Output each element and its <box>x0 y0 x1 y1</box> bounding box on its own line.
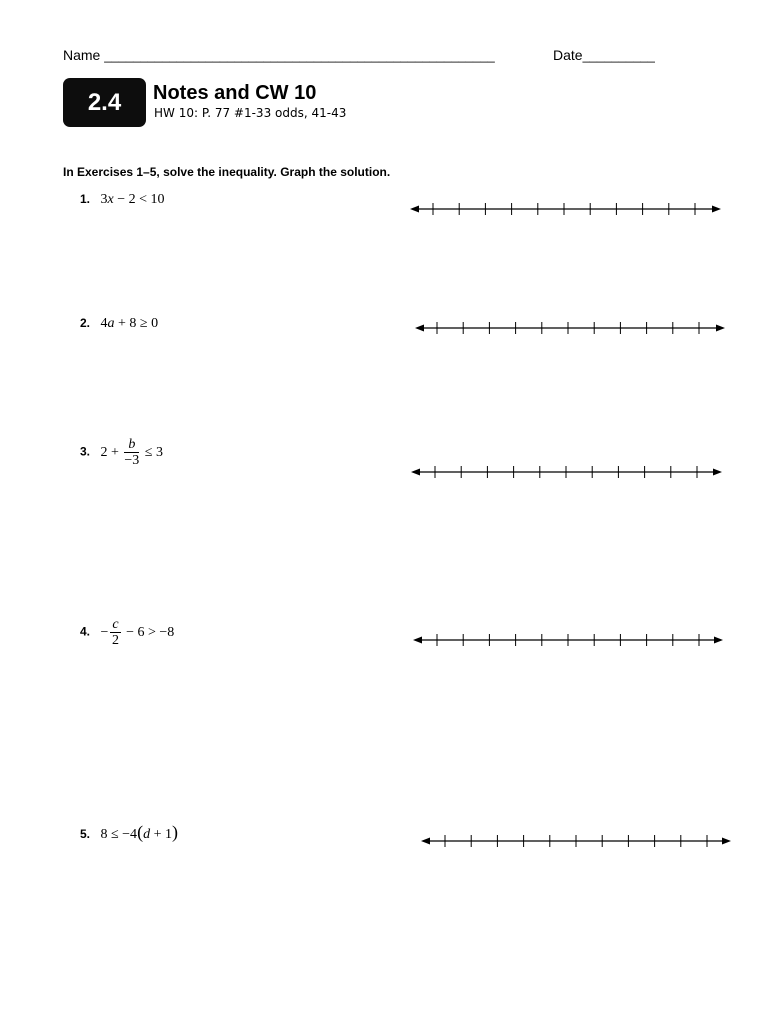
inequality: 8 ≤ −4(d + 1) <box>100 822 178 842</box>
right-arrow-icon <box>722 838 731 845</box>
coefficient: 4 <box>100 316 108 331</box>
lead-term: − <box>100 624 109 640</box>
exercise-5 <box>80 822 178 843</box>
inequality <box>100 617 175 648</box>
right-side: 3 <box>155 444 163 460</box>
left-arrow-icon <box>410 206 419 213</box>
coefficient: 3 <box>100 192 108 207</box>
inequality <box>100 437 163 468</box>
date-blank[interactable]: __________ <box>582 48 655 63</box>
name-label: Name <box>63 47 101 63</box>
right-arrow-icon <box>712 206 721 213</box>
exercise-number: 4. <box>80 624 91 639</box>
fraction <box>124 437 139 468</box>
operator: ≤ <box>144 444 153 460</box>
section-badge: 2.4 <box>63 78 146 127</box>
inequality <box>100 316 158 331</box>
variable: d <box>143 827 151 842</box>
left-arrow-icon <box>413 637 422 644</box>
name-blank[interactable]: ______________________________________________________ <box>104 48 495 63</box>
right-arrow-icon <box>714 637 723 644</box>
exercise-1 <box>80 190 164 208</box>
operator: + 1 <box>153 827 172 842</box>
exercise-number: 3. <box>80 444 91 459</box>
variable: x <box>107 192 114 207</box>
operator: − 2 < <box>117 192 147 207</box>
date-label: Date <box>553 47 583 63</box>
date-line[interactable] <box>553 47 655 63</box>
fraction <box>110 617 120 648</box>
inequality <box>100 192 164 207</box>
right-side: −8 <box>159 624 175 640</box>
right-side: 10 <box>150 192 165 207</box>
left-arrow-icon <box>415 325 424 332</box>
exercise-number: 2. <box>80 316 91 330</box>
left-arrow-icon <box>421 838 430 845</box>
operator: − 6 > <box>126 624 156 640</box>
homework-assignment: HW 10: P. 77 #1-33 odds, 41-43 <box>154 106 347 120</box>
left-arrow-icon <box>411 469 420 476</box>
numerator: b <box>128 437 136 452</box>
operator: + 8 ≥ <box>117 316 148 331</box>
name-line[interactable] <box>63 47 495 63</box>
lead-term: 2 + <box>100 444 119 460</box>
lead-term: 8 ≤ −4 <box>100 827 138 842</box>
variable: a <box>107 316 115 331</box>
page-title: Notes and CW 10 <box>153 82 317 104</box>
exercise-3 <box>80 437 163 468</box>
exercise-4 <box>80 617 174 648</box>
right-side: 0 <box>151 316 159 331</box>
instructions: In Exercises 1–5, solve the inequality. Graph the solution. <box>63 165 391 179</box>
exercise-2 <box>80 314 158 332</box>
right-arrow-icon <box>713 469 722 476</box>
denominator: −3 <box>124 453 140 468</box>
right-arrow-icon <box>716 325 725 332</box>
exercise-number: 5. <box>80 827 91 841</box>
numerator: c <box>112 617 119 632</box>
denominator: 2 <box>111 633 119 648</box>
exercise-number: 1. <box>80 192 91 206</box>
